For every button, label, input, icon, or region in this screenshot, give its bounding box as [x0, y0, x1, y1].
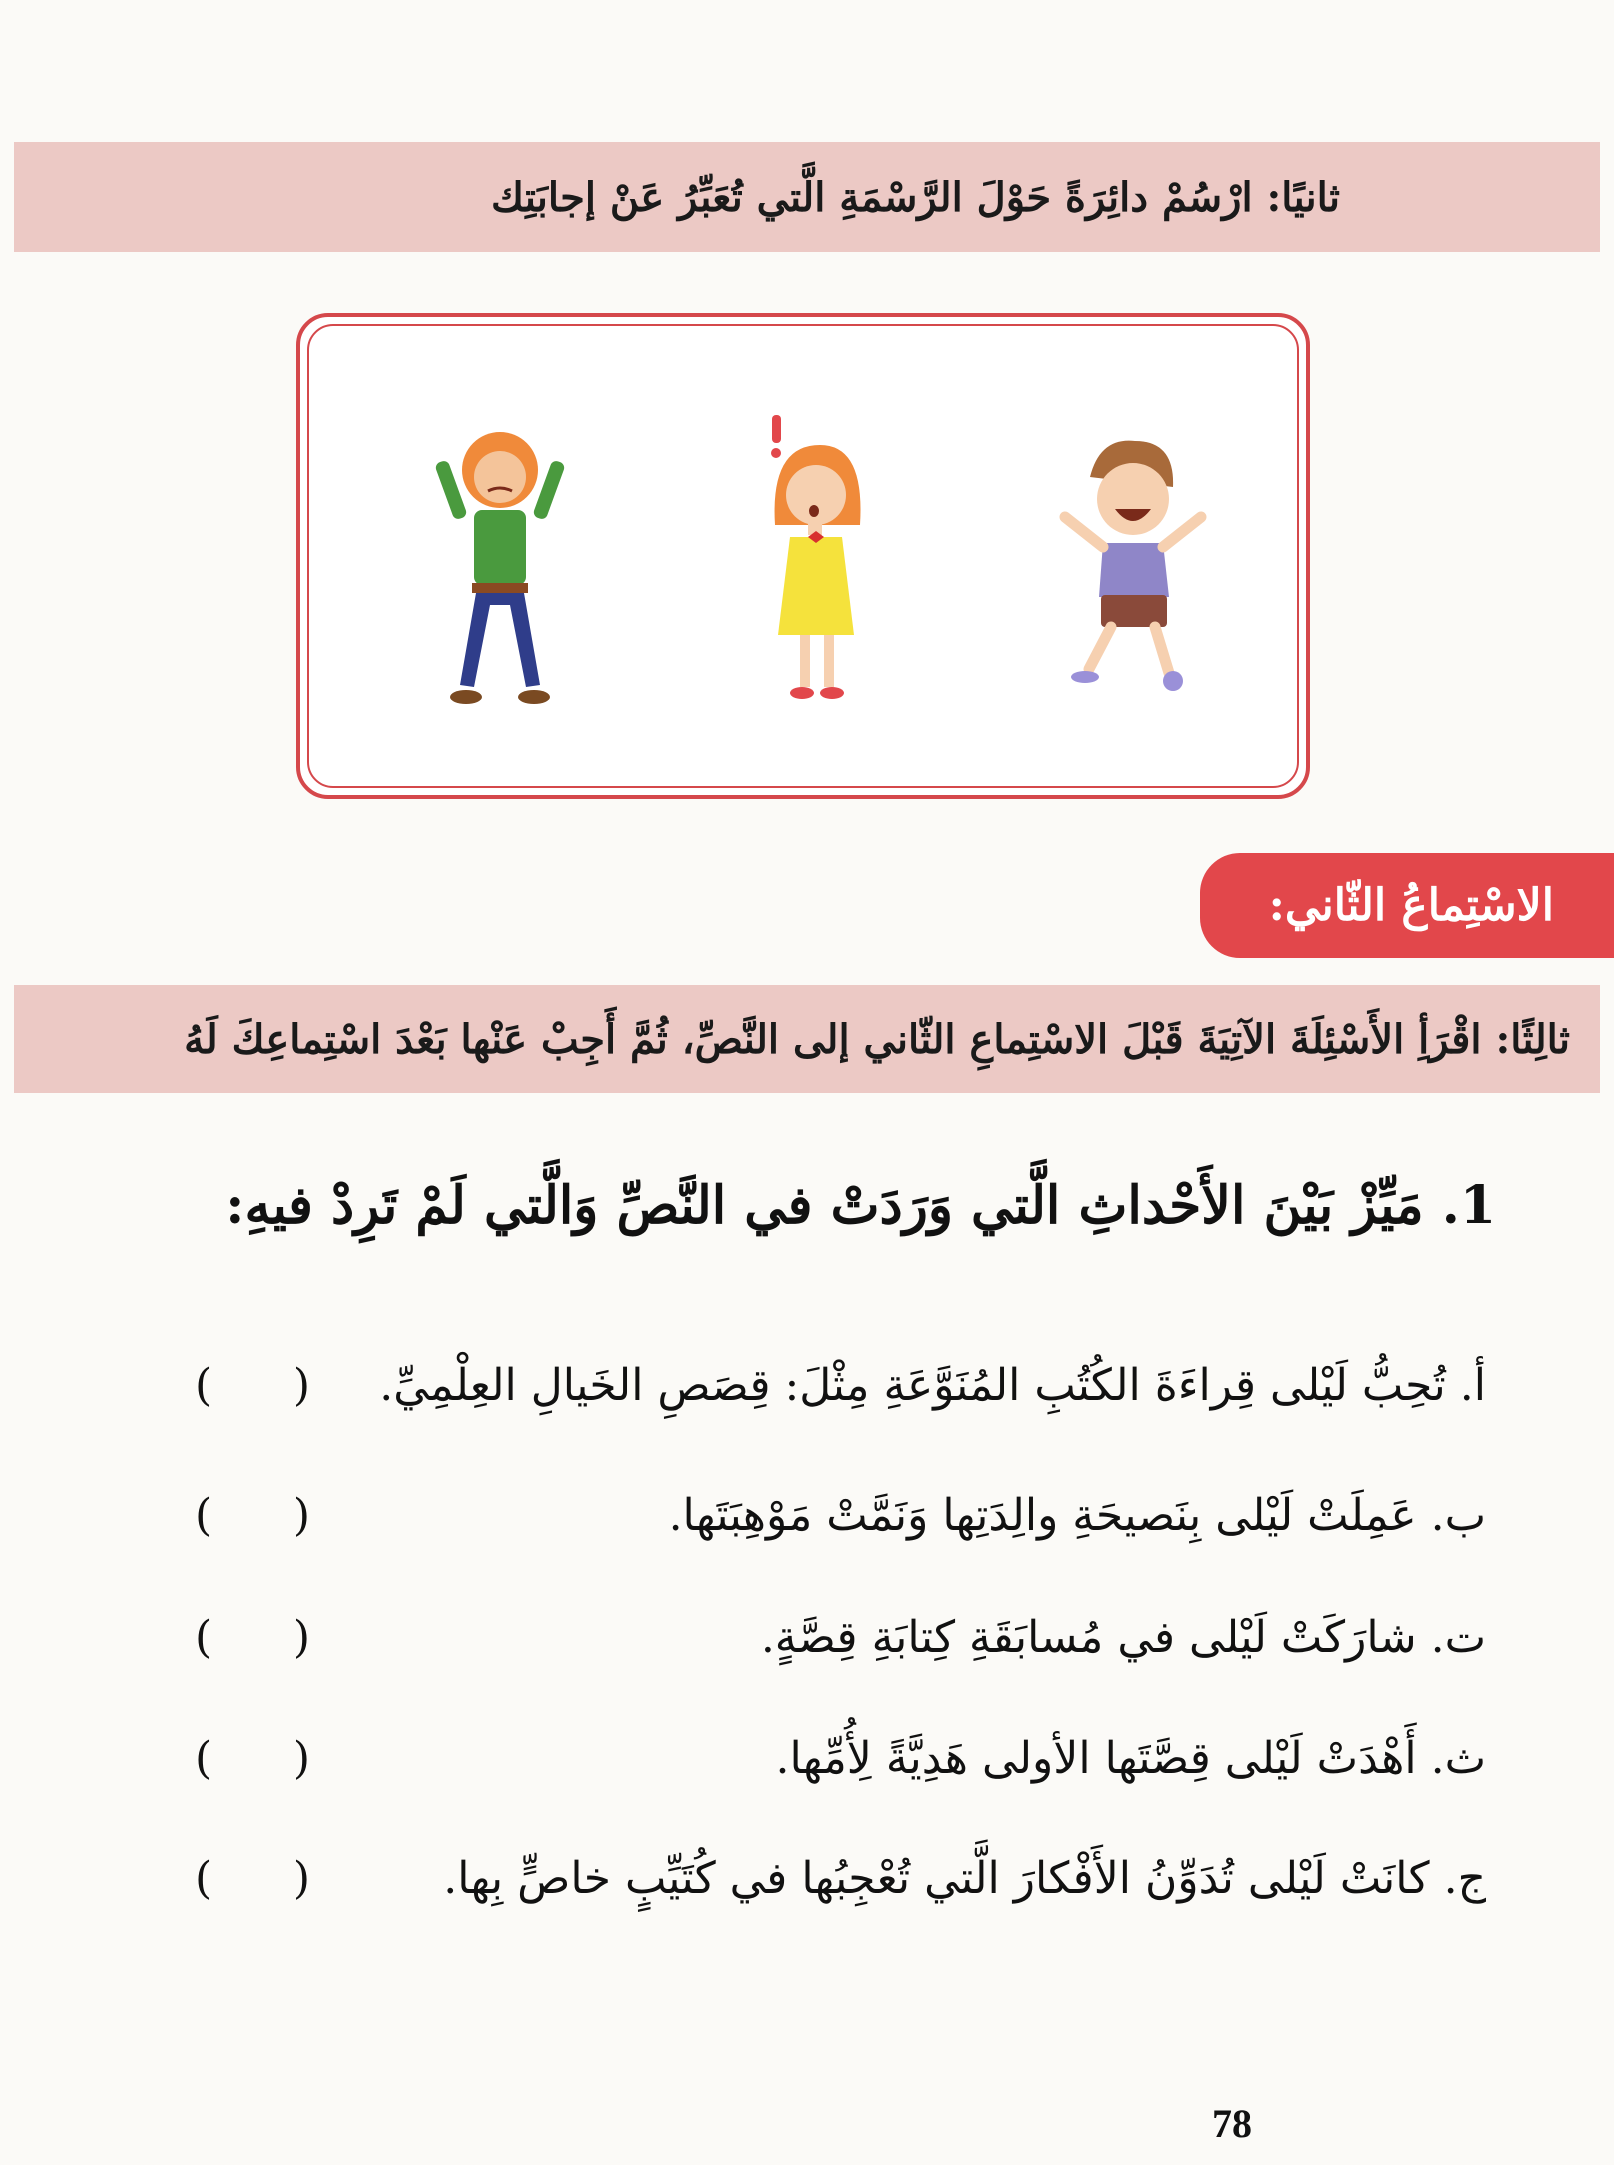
answer-box-th[interactable]: ( ) [195, 1732, 310, 1784]
answer-box-a[interactable]: ( ) [195, 1359, 310, 1411]
page-number: 78 [1212, 2101, 1252, 2146]
question-1: 1. مَيِّزْ بَيْنَ الأَحْداثِ الَّتي وَرَدَتْ في النَّصِّ وَالَّتي لَمْ تَرِدْ فيهِ: [225, 1175, 1496, 1236]
listening-section-title: الاسْتِماعُ الثّاني: [1268, 880, 1554, 931]
list-item-b: ب. عَمِلَتْ لَيْلى بِنَصيحَةِ والِدَتِها وَنَمَّتْ مَوْهِبَتَها. [668, 1489, 1486, 1541]
surprised-girl-illustration[interactable] [750, 415, 880, 715]
answer-box-t[interactable]: ( ) [195, 1611, 310, 1663]
illustration-frame [296, 313, 1310, 799]
happy-boy-illustration[interactable] [1045, 437, 1215, 697]
list-item-th: ث. أَهْدَتْ لَيْلى قِصَّتَها الأولى هَدِيَّةً لِأُمِّها. [775, 1732, 1486, 1784]
answer-box-j[interactable]: ( ) [195, 1852, 310, 1904]
list-item-t: ت. شارَكَتْ لَيْلى في مُسابَقَةِ كِتابَةِ قِصَّةٍ. [760, 1611, 1486, 1663]
list-item-a: أ. تُحِبُّ لَيْلى قِراءَةَ الكُتُبِ المُنَوَّعَةِ مِثْلَ: قِصَصِ الخَيالِ العِلْمِيِّ. [379, 1359, 1486, 1411]
angry-boy-illustration[interactable] [430, 415, 570, 715]
instruction-band-second [14, 142, 1600, 252]
listening-section-tag [1200, 853, 1614, 958]
instruction-second: ثانيًا: ارْسُمْ دائِرَةً حَوْلَ الرَّسْمَةِ الَّتي تُعَبِّرُ عَنْ إجابَتِك [491, 173, 1340, 221]
list-item-j: ج. كانَتْ لَيْلى تُدَوِّنُ الأَفْكارَ الَّتي تُعْجِبُها في كُتَيِّبٍ خاصٍّ بِها. [443, 1852, 1486, 1904]
instruction-band-third [14, 985, 1600, 1093]
instruction-third: ثالِثًا: اقْرَأِ الأَسْئِلَةَ الآتِيَةَ قَبْلَ الاسْتِماعِ الثّاني إلى النَّصِّ، ثُمَّ أَجِبْ عَنْها بَعْدَ اسْتِماعِكَ لَهُ [184, 1015, 1570, 1063]
answer-box-b[interactable]: ( ) [195, 1489, 310, 1541]
